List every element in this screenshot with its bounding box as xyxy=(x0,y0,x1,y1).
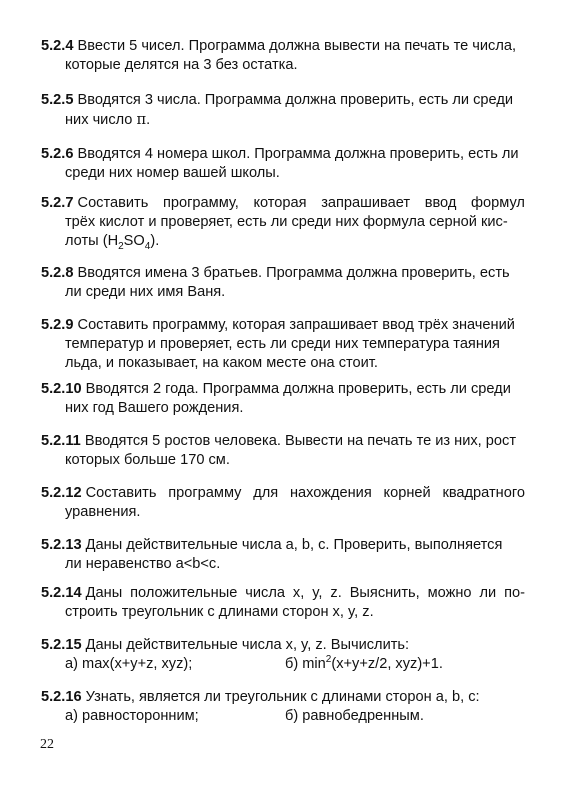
task-5-2-14 xyxy=(41,584,525,622)
task-5-2-12 xyxy=(41,484,525,522)
task-word: для xyxy=(253,485,279,501)
task-word: программу, xyxy=(162,195,239,211)
task-word: квадратного xyxy=(442,485,525,501)
task-text: среди них номер вашей школы. xyxy=(65,165,280,181)
task-5-2-9 xyxy=(41,316,525,373)
task-number: 5.2.11 xyxy=(41,433,81,449)
task-5-2-15 xyxy=(41,636,525,674)
task-text: Даны действительные числа x, y, z. Вычислить: xyxy=(85,637,410,653)
task-number: 5.2.9 xyxy=(41,317,74,333)
task-text: них число xyxy=(65,112,137,128)
task-text: уравнения. xyxy=(65,504,141,520)
task-text: температур и проверяет, есть ли среди них температура таяния xyxy=(65,336,500,352)
formula-text: ). xyxy=(150,233,160,249)
task-word: которая xyxy=(253,195,307,211)
task-text: Вводятся 2 года. Программа должна проверить, есть ли среди xyxy=(85,381,511,397)
task-word: положительные xyxy=(130,585,238,601)
task-word: по- xyxy=(504,585,525,601)
task-word: запрашивает xyxy=(321,195,411,211)
formula-subscript: 2 xyxy=(118,240,124,252)
task-number: 5.2.7 xyxy=(41,195,74,211)
task-word: числа xyxy=(245,585,285,601)
task-text: ли среди них имя Ваня. xyxy=(65,284,226,300)
option-a: а) равносторонним; xyxy=(65,708,199,724)
task-5-2-8 xyxy=(41,264,525,302)
formula-subscript: 4 xyxy=(144,240,151,252)
task-number: 5.2.8 xyxy=(41,265,74,281)
task-text: которые делятся на 3 без остатка. xyxy=(65,57,298,73)
task-text: Вводятся 4 номера школ. Программа должна проверить, есть ли xyxy=(77,146,519,162)
task-5-2-4 xyxy=(41,37,525,75)
option-b: б) равнобедренным. xyxy=(285,708,424,724)
task-number: 5.2.13 xyxy=(41,537,82,553)
task-number: 5.2.15 xyxy=(41,637,82,653)
task-number: 5.2.10 xyxy=(41,381,82,397)
task-5-2-7 xyxy=(41,194,525,251)
task-word: Составить xyxy=(77,195,149,211)
task-text: ли неравенство a<b<c. xyxy=(65,556,221,572)
task-word: программу xyxy=(168,485,242,501)
task-number: 5.2.5 xyxy=(41,92,74,108)
option-a: а) max(x+y+z, xyz); xyxy=(65,656,193,672)
superscript: 2 xyxy=(325,654,332,666)
task-5-2-10 xyxy=(41,380,525,418)
task-5-2-13 xyxy=(41,536,525,574)
task-text: них год Вашего рождения. xyxy=(65,400,244,416)
task-5-2-16 xyxy=(41,688,525,726)
task-word: формул xyxy=(471,195,525,211)
task-word: Выяснить, xyxy=(349,585,420,601)
page-number: 22 xyxy=(40,737,54,752)
task-word: z. xyxy=(330,585,342,601)
task-text: Вводятся 5 ростов человека. Вывести на печать те из них, рост xyxy=(84,433,517,449)
task-word: можно xyxy=(427,585,472,601)
formula-text: SO xyxy=(123,233,145,249)
task-text: Даны действительные числа a, b, c. Проверить, выполняется xyxy=(85,537,503,553)
task-text: . xyxy=(146,112,151,128)
task-word: Составить xyxy=(85,485,157,501)
task-word: ввод xyxy=(424,195,457,211)
task-word: Даны xyxy=(85,585,123,601)
pi-symbol: π xyxy=(136,111,147,128)
task-word: нахождения xyxy=(289,485,372,501)
task-text: строить треугольник с длинами сторон x, y, z. xyxy=(65,604,374,620)
task-word: y, xyxy=(312,585,323,601)
task-number: 5.2.16 xyxy=(41,689,82,705)
task-text: льда, и показывает, на каком месте она стоит. xyxy=(65,355,378,371)
task-text: трёх кислот и проверяет, есть ли среди них формула серной кис- xyxy=(65,214,508,230)
option-b: б) $\min^2(x+y+z/2$, xyz)+1. xyxy=(285,654,443,672)
task-number: 5.2.4 xyxy=(41,38,74,54)
task-number: 5.2.14 xyxy=(41,585,82,601)
task-word: ли xyxy=(479,585,497,601)
task-text: Ввести 5 чисел. Программа должна вывести на печать те числа, xyxy=(77,38,517,54)
task-text: Узнать, является ли треугольник с длинами сторон a, b, c: xyxy=(85,689,480,705)
task-text: которых больше 170 см. xyxy=(65,452,230,468)
task-text: Составить программу, которая запрашивает ввод трёх значений xyxy=(77,317,515,333)
formula-text: лоты (H xyxy=(65,233,119,249)
task-number: 5.2.6 xyxy=(41,146,74,162)
task-number: 5.2.12 xyxy=(41,485,82,501)
task-5-2-11 xyxy=(41,432,525,470)
task-word: корней xyxy=(383,485,431,501)
task-5-2-5 xyxy=(41,91,525,129)
task-word: x, xyxy=(292,585,305,601)
task-text: Вводятся 3 числа. Программа должна проверить, есть ли среди xyxy=(77,92,513,108)
task-5-2-6 xyxy=(41,145,525,183)
task-text: Вводятся имена 3 братьев. Программа должна проверить, есть xyxy=(77,265,510,281)
